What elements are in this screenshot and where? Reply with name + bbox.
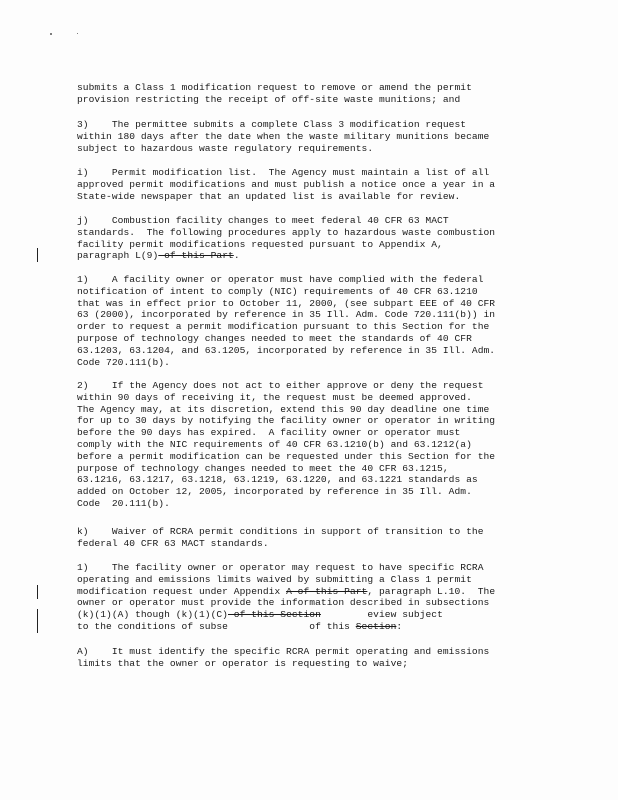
revision-bar [37,585,38,599]
text-line: purpose of technology changes needed to meet the standards of 40 CFR [77,332,472,344]
text-line: federal 40 CFR 63 MACT standards. [77,537,269,549]
paragraph-permit-modification-list [77,167,547,202]
paragraph-combustion-facility-changes [77,215,547,262]
text-line: for up to 30 days by notifying the facility owner or operator in writing [77,415,496,427]
text-line [77,250,547,262]
text-line: State-wide newspaper that an updated list is available for review. [77,190,461,202]
struck-text: of this Section [228,609,321,621]
text-line: The Agency may, at its discretion, extend this 90 day deadline one time [77,403,490,415]
text-line: that was in effect prior to October 11, 2000, (see subpart EEE of 40 CFR [77,297,496,309]
text-line: operating and emissions limits waived by submitting a Class 1 permit [77,573,472,585]
text-line: purpose of technology changes needed to meet the 40 CFR 63.1215, [77,462,449,474]
paragraph-nic-requirements [77,274,547,368]
text-line: before a permit modification can be requested under this Section for the [77,450,496,462]
text-line: 63.1216, 63.1217, 63.1218, 63.1219, 63.1220, and 63.1221 standards as [77,474,478,486]
scan-speck [50,33,52,35]
text-line: 63.1203, 63.1204, and 63.1205, incorporated by reference in 35 Ill. Adm. [77,344,496,356]
text-line: i) Permit modification list. The Agency must maintain a list of all [77,167,490,178]
text-line: 63 (2000), incorporated by reference in 35 Ill. Adm. Code 720.111(b)) in [77,309,496,321]
text-run: . [233,250,240,262]
text-line [77,586,547,598]
text-line: provision restricting the receipt of off-site waste munitions; and [77,93,461,105]
text-line [77,609,547,621]
scan-speck [77,33,78,34]
text-line: within 90 days of receiving it, the request must be deemed approved. [77,391,472,403]
text-run: , paragraph L.10. The [367,585,496,597]
text-run: : [396,620,403,632]
text-line: 1) A facility owner or operator must have complied with the federal [77,274,484,285]
text-line: limits that the owner or operator is requesting to waive; [77,657,409,669]
paragraph-identify-limits [77,646,547,670]
text-line: 3) The permittee submits a complete Class 3 modification request [77,119,467,130]
text-line: j) Combustion facility changes to meet federal 40 CFR 63 MACT [77,215,449,226]
struck-text: A of this Part [286,585,368,597]
text-line: facility permit modifications requested pursuant to Appendix A, [77,238,443,250]
text-line: before the 90 days has expired. A facility owner or operator must [77,427,461,439]
text-line: Code 720.111(b). [77,356,170,368]
text-line: comply with the NIC requirements of 40 CFR 63.1210(b) and 63.1212(a) [77,438,472,450]
text-line: A) It must identify the specific RCRA permit operating and emissions [77,646,490,657]
text-line: Code 20.111(b). [77,497,170,509]
text-line: approved permit modifications and must publish a notice once a year in a [77,178,496,190]
text-line: 2) If the Agency does not act to either approve or deny the request [77,380,484,391]
text-line: within 180 days after the date when the waste military munitions became [77,130,490,142]
text-line: order to request a permit modification pursuant to this Section for the [77,321,490,333]
text-run: paragraph L(9) [77,250,159,262]
text-line: added on October 12, 2005, incorporated by reference in 35 Ill. Adm. [77,486,472,498]
text-line: subject to hazardous waste regulatory requirements. [77,142,374,154]
text-run: to the conditions of subse of this [77,620,356,632]
text-line: k) Waiver of RCRA permit conditions in support of transition to the [77,526,484,537]
paragraph-class3-request [77,119,547,154]
revision-bar [37,248,38,262]
text-run: (k)(1)(A) though (k)(1)(C) [77,609,228,621]
struck-text: of this Part [158,250,234,262]
text-line: submits a Class 1 modification request to remove or amend the permit [77,82,472,93]
text-line: owner or operator must provide the information described in subsections [77,597,490,609]
paragraph-offsite-munitions [77,82,547,106]
paragraph-agency-approval [77,380,547,510]
text-run: modification request under Appendix [77,585,287,597]
text-run: eview subject [320,609,443,621]
struck-text: Section [355,620,397,632]
text-line [77,621,547,633]
revision-bar [37,609,38,633]
text-line: notification of intent to comply (NIC) requirements of 40 CFR 63.1210 [77,285,478,297]
paragraph-waiver-request [77,562,547,633]
text-line: 1) The facility owner or operator may request to have specific RCRA [77,562,484,573]
paragraph-waiver-heading [77,526,547,550]
text-line: standards. The following procedures apply to hazardous waste combustion [77,226,496,238]
